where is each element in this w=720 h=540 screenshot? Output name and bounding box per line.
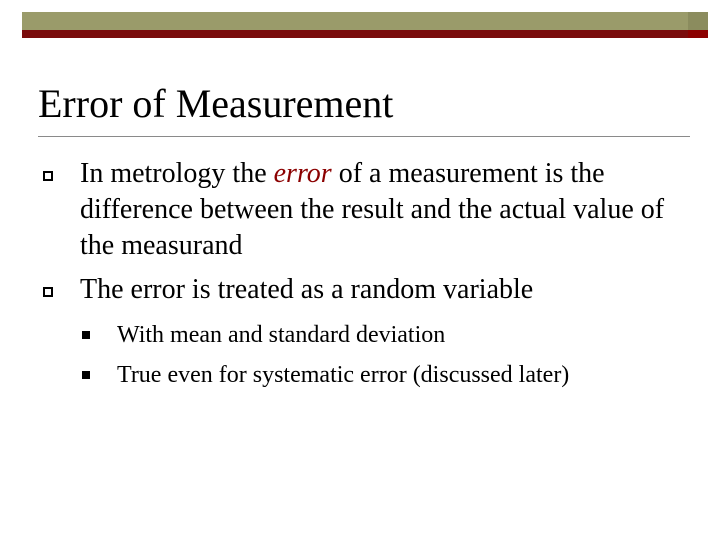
header-bar-olive [22, 12, 688, 30]
sub-bullet-text-1: With mean and standard deviation [117, 322, 446, 348]
slide-title: Error of Measurement [38, 81, 394, 126]
hollow-square-bullet-icon [43, 287, 53, 297]
bullet-1-text-after: of a measurement is the difference between the result and the actual value of the measurand [80, 158, 665, 261]
bullet-1-emphasis: error [273, 158, 332, 189]
corner-box-top [688, 12, 708, 30]
bullet-text-2: The error is treated as a random variable [80, 274, 534, 305]
header-bar-red [22, 30, 688, 38]
title-underline [38, 136, 690, 137]
hollow-square-bullet-icon [43, 171, 53, 181]
header-corner-box [688, 12, 708, 38]
corner-box-bottom [688, 30, 708, 38]
sub-bullet-text-2: True even for systematic error (discussed later) [117, 362, 570, 388]
filled-square-bullet-icon [82, 371, 90, 379]
filled-square-bullet-icon [82, 331, 90, 339]
bullet-1-text-before: In metrology the [80, 158, 274, 189]
bullet-text-1 [80, 156, 680, 264]
header-decoration-bar [22, 12, 688, 38]
